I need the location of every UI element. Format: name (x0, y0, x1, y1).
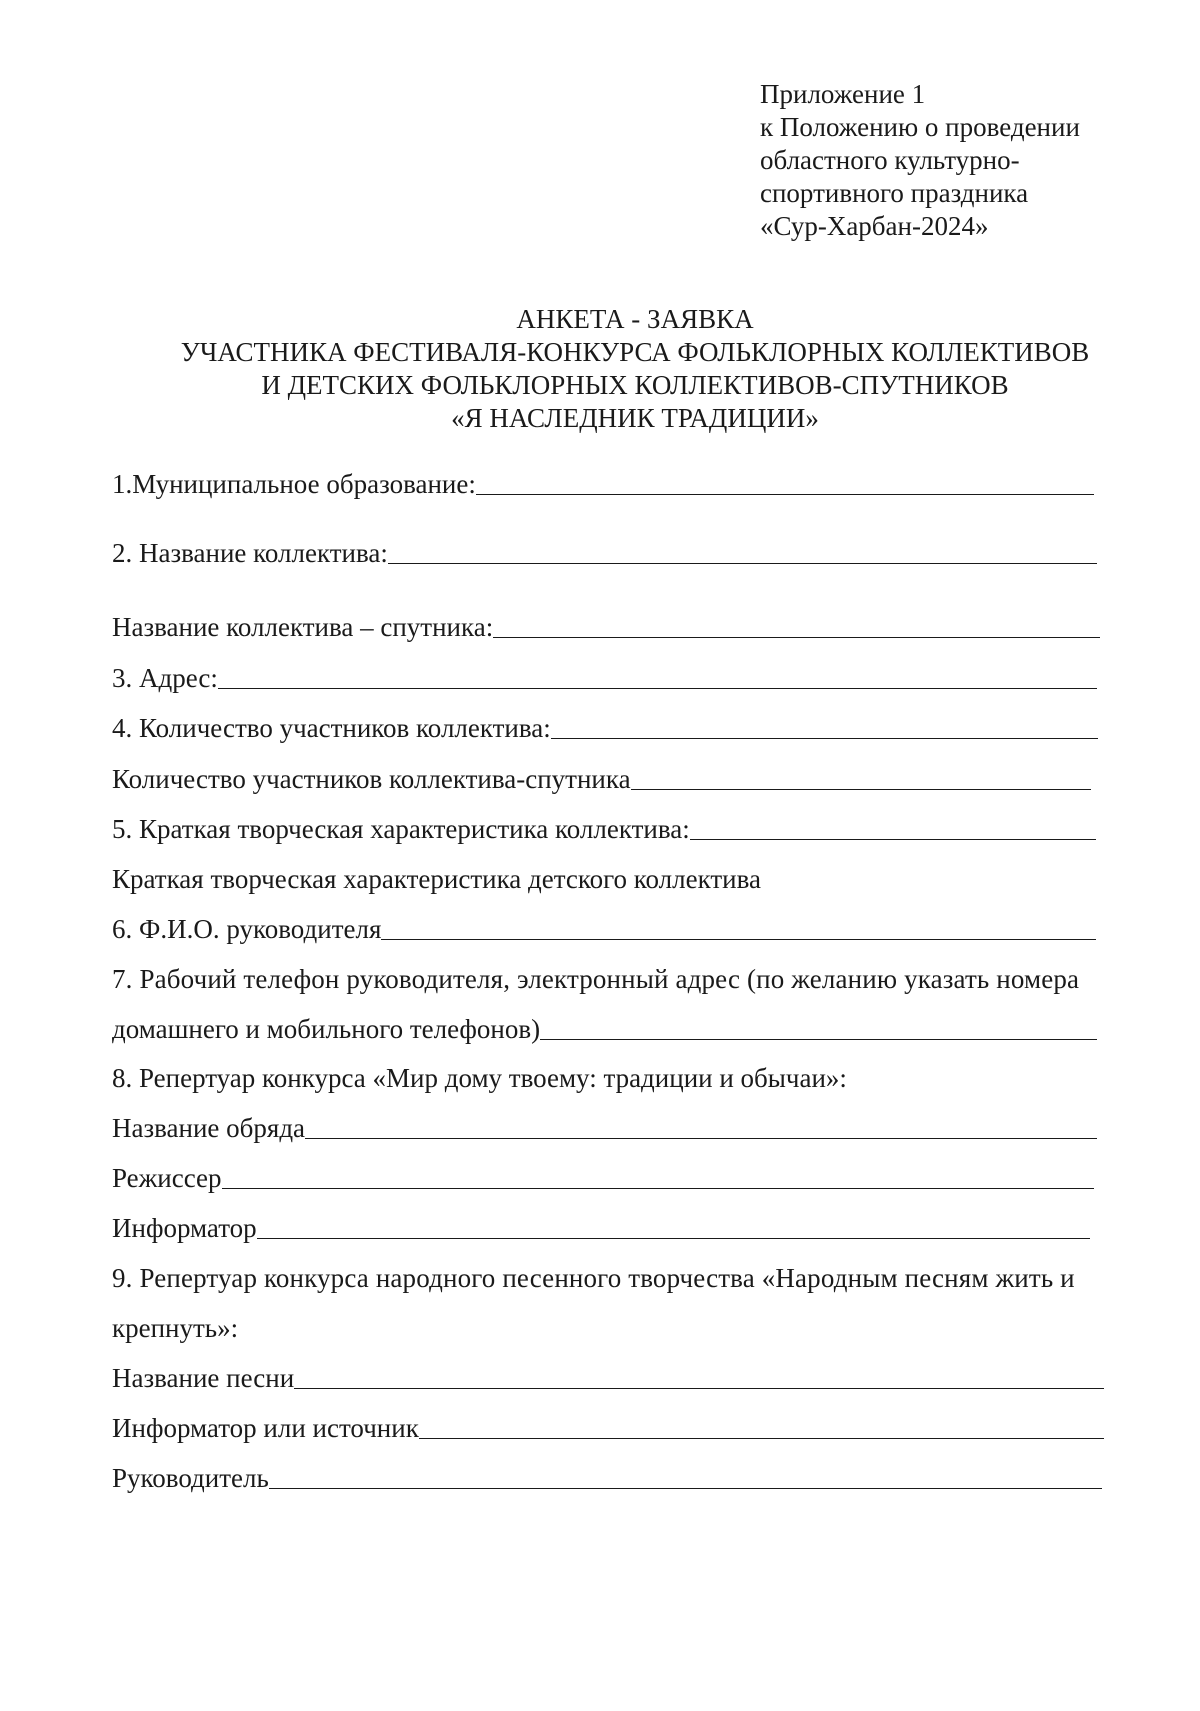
field-municipality-label: 1.Муниципальное образование: (112, 469, 476, 499)
field-song-name-blank[interactable] (294, 1387, 1104, 1389)
field-participants-count (112, 712, 1098, 744)
document-title (0, 303, 1200, 435)
field-phone-blank[interactable] (540, 1038, 1097, 1040)
title-line-1: АНКЕТА - ЗАЯВКА (516, 304, 754, 334)
field-rite-name-label: Название обряда (112, 1113, 306, 1143)
field-informant-source (112, 1412, 1104, 1444)
appendix-note (760, 78, 1080, 243)
field-director (112, 1162, 1094, 1194)
field-satellite-name-label: Название коллектива – спутника: (112, 612, 494, 642)
field-leader-blank[interactable] (269, 1487, 1102, 1489)
field-participants-count-blank[interactable] (551, 737, 1098, 739)
field-informant-blank[interactable] (257, 1237, 1090, 1239)
appendix-line-4: спортивного праздника (760, 178, 1029, 208)
title-line-4: «Я НАСЛЕДНИК ТРАДИЦИИ» (451, 403, 819, 433)
field-rite-name-blank[interactable] (305, 1137, 1097, 1139)
repertoire-8-heading: 8. Репертуар конкурса «Мир дому твоему: традиции и обычаи»: (112, 1063, 847, 1093)
field-municipality-blank[interactable] (476, 493, 1094, 495)
title-line-3: И ДЕТСКИХ ФОЛЬКЛОРНЫХ КОЛЛЕКТИВОВ-СПУТНИКОВ (261, 370, 1009, 400)
field-informant (112, 1212, 1090, 1244)
field-municipality (112, 468, 1094, 500)
children-description-label: Краткая творческая характеристика детского коллектива (112, 864, 761, 894)
field-participants-count-label: 4. Количество участников коллектива: (112, 713, 551, 743)
field-leader-name (112, 913, 1096, 945)
appendix-line-3: областного культурно- (760, 145, 1020, 175)
field-satellite-name (112, 611, 1100, 643)
field-leader-label: Руководитель (112, 1463, 269, 1493)
field-collective-name-blank[interactable] (388, 562, 1097, 564)
repertoire-9-heading-line-1: 9. Репертуар конкурса народного песенного творчества «Народным песням жить и (112, 1263, 1075, 1293)
field-phone-label: домашнего и мобильного телефонов) (112, 1014, 541, 1044)
field-informant-source-blank[interactable] (419, 1437, 1104, 1439)
field-rite-name (112, 1112, 1097, 1144)
field-collective-name (112, 537, 1097, 569)
appendix-line-1: Приложение 1 (760, 79, 926, 109)
field-director-blank[interactable] (222, 1187, 1094, 1189)
field-satellite-name-blank[interactable] (493, 636, 1100, 638)
field-song-name (112, 1362, 1104, 1394)
field-leader-name-blank[interactable] (381, 938, 1096, 940)
field-address (112, 662, 1097, 694)
field-director-label: Режиссер (112, 1163, 222, 1193)
repertoire-9-heading-line-2: крепнуть»: (112, 1313, 239, 1343)
field-satellite-participants (112, 763, 1091, 795)
field-creative-description (112, 813, 1096, 845)
field-informant-label: Информатор (112, 1213, 257, 1243)
field-creative-description-label: 5. Краткая творческая характеристика коллектива: (112, 814, 690, 844)
field-satellite-participants-blank[interactable] (631, 788, 1091, 790)
field-satellite-participants-label: Количество участников коллектива-спутника (112, 764, 631, 794)
field-leader (112, 1462, 1102, 1494)
field-informant-source-label: Информатор или источник (112, 1413, 419, 1443)
appendix-line-5: «Сур-Харбан-2024» (760, 211, 989, 241)
appendix-line-2: к Положению о проведении (760, 112, 1080, 142)
field-leader-name-label: 6. Ф.И.О. руководителя (112, 914, 382, 944)
field-song-name-label: Название песни (112, 1363, 295, 1393)
field-creative-description-blank[interactable] (690, 838, 1096, 840)
field-collective-name-label: 2. Название коллектива: (112, 538, 388, 568)
field-address-label: 3. Адрес: (112, 663, 218, 693)
title-line-2: УЧАСТНИКА ФЕСТИВАЛЯ-КОНКУРСА ФОЛЬКЛОРНЫХ КОЛЛЕКТИВОВ (180, 337, 1090, 367)
field-address-blank[interactable] (218, 687, 1097, 689)
phone-label-line-1: 7. Рабочий телефон руководителя, электронный адрес (по желанию указать номера (112, 964, 1080, 994)
field-phone (112, 1013, 1097, 1045)
